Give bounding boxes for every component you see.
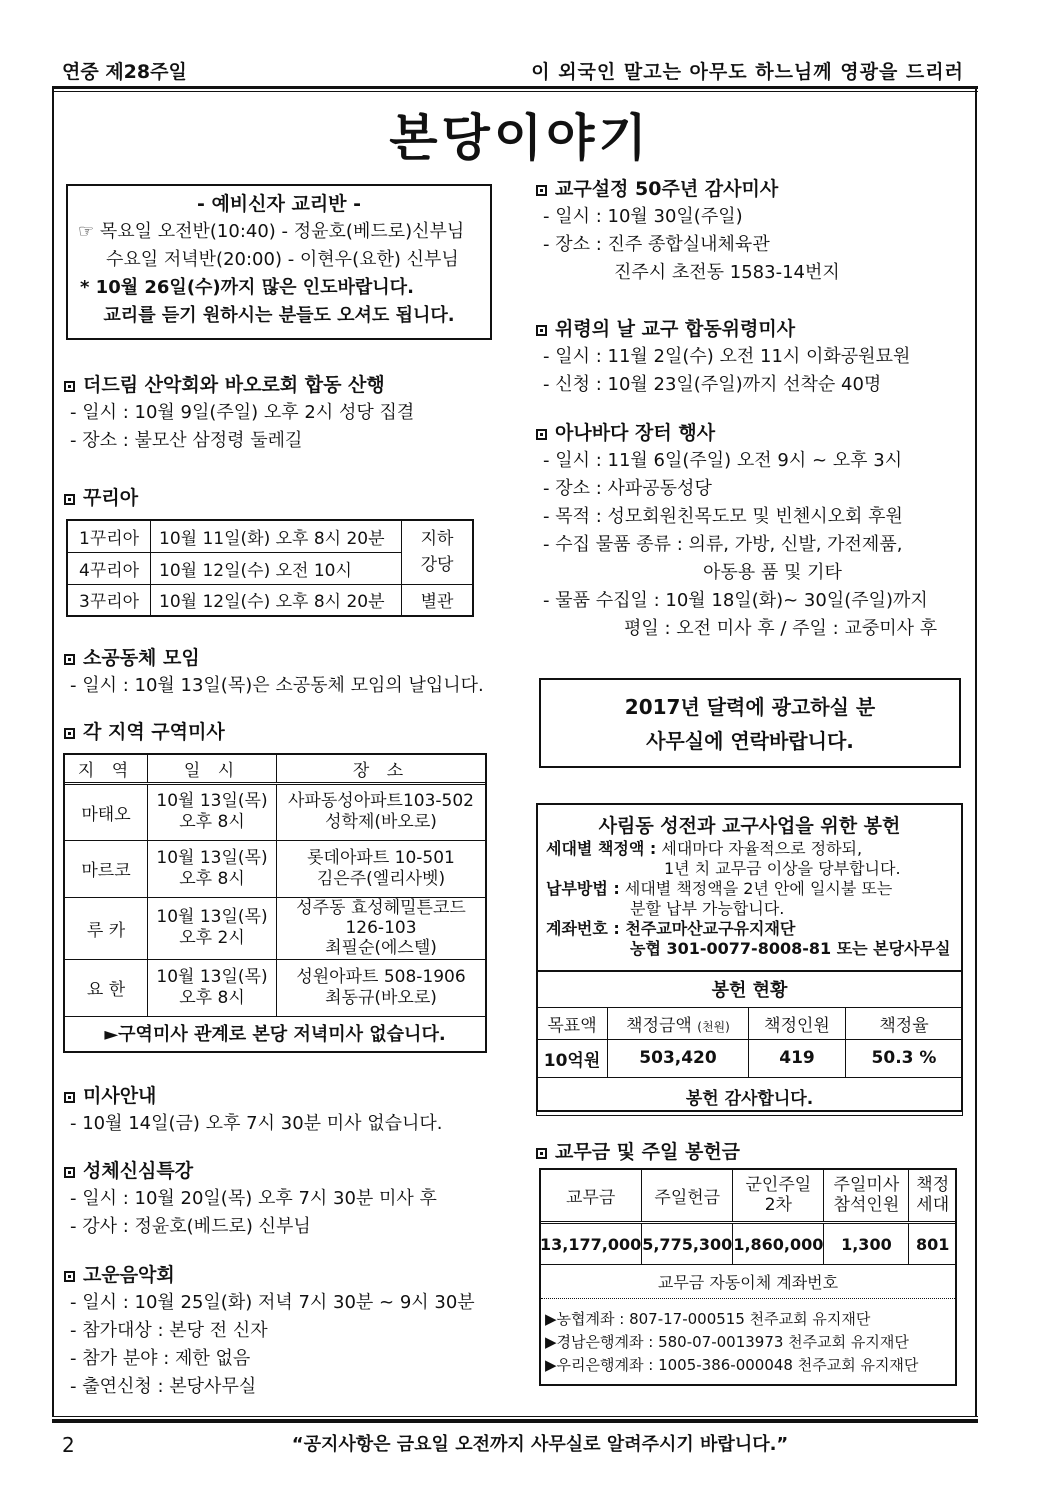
footer-rule bbox=[52, 1419, 978, 1423]
community-line1: - 일시 : 10월 13일(목)은 소공동체 모임의 날입니다. bbox=[70, 675, 484, 696]
kkuria-name: 4꾸리아 bbox=[67, 552, 151, 584]
spirit-title: 성체신심특강 bbox=[83, 1160, 194, 1182]
market-line1: - 일시 : 11월 6일(주일) 오전 9시 ~ 오후 3시 bbox=[543, 450, 903, 471]
catechumen-title: - 예비신자 교리반 - bbox=[196, 193, 362, 215]
spirit-line1: - 일시 : 10월 20일(목) 오후 7시 30분 미사 후 bbox=[70, 1188, 437, 1209]
date-cell: 10월 13일(목) 오후 8시 bbox=[148, 959, 277, 1016]
community-title: 소공동체 모임 bbox=[83, 647, 200, 669]
offering-line1: 세대별 책정액 : 세대마다 자율적으로 정하되, bbox=[546, 839, 863, 858]
concert-line3: - 참가 분야 : 제한 없음 bbox=[70, 1348, 251, 1369]
offering-people: 419 bbox=[749, 1039, 846, 1077]
column-header: 장 소 bbox=[277, 755, 486, 783]
header-right: 이 외국인 말고는 아무도 하느님께 영광을 드리러 bbox=[531, 61, 964, 83]
column-header: 주일헌금 bbox=[642, 1169, 733, 1223]
concert-heading bbox=[64, 1261, 175, 1289]
place-cell: 사파동성아파트103-502 성학제(바오로) bbox=[277, 783, 486, 840]
market-line7: 평일 : 오전 미사 후 / 주일 : 교중미사 후 bbox=[624, 618, 938, 639]
offering-title: 사림동 성전과 교구사업을 위한 봉헌 bbox=[598, 815, 901, 837]
offering-line5: 계좌번호 : 천주교마산교구유지재단 bbox=[546, 919, 796, 938]
table-row bbox=[67, 584, 473, 616]
kkuria-time: 10월 11일(화) 오후 8시 20분 bbox=[151, 520, 402, 552]
spirit-heading bbox=[64, 1157, 193, 1185]
column-header: 군인주일 2차 bbox=[733, 1169, 824, 1223]
offering-amount: 503,420 bbox=[608, 1039, 749, 1077]
table-row bbox=[65, 783, 485, 840]
square-bullet-icon bbox=[536, 185, 547, 196]
offering-line3: 납부방법 : 세대별 책정액을 2년 안에 일시불 또는 bbox=[546, 879, 893, 898]
footer-rule-thin bbox=[52, 1416, 978, 1417]
catechumen-line2: 수요일 저녁반(20:00) - 이현우(요한) 신부님 bbox=[106, 249, 459, 270]
header-rule-thin bbox=[52, 91, 978, 92]
offering-rate: 50.3 % bbox=[846, 1039, 963, 1077]
frame-left bbox=[52, 89, 54, 1417]
column-header: 지 역 bbox=[65, 755, 148, 783]
region-cell: 요 한 bbox=[65, 959, 148, 1016]
offering-status-title: 봉헌 현황 bbox=[537, 971, 963, 1007]
dues-account-1: ▶농협계좌 : 807-17-000515 천주교회 유지재단 bbox=[545, 1310, 871, 1328]
table-row bbox=[67, 520, 473, 552]
square-bullet-icon bbox=[64, 1092, 75, 1103]
kkuria-place-annex: 별관 bbox=[402, 584, 474, 616]
region-mass-note: ►구역미사 관계로 본당 저녁미사 없습니다. bbox=[65, 1016, 485, 1050]
table-row bbox=[540, 1223, 957, 1265]
spirit-line2: - 강사 : 정윤호(베드로) 신부님 bbox=[70, 1216, 311, 1237]
offering-target: 10억원 bbox=[537, 1039, 608, 1077]
catechumen-line4: 교리를 듣기 원하시는 분들도 오셔도 됩니다. bbox=[103, 305, 455, 326]
offering-thanks: 봉헌 감사합니다. bbox=[537, 1077, 963, 1115]
memorial-line2: - 신청 : 10월 23일(주일)까지 선착순 40명 bbox=[543, 374, 882, 395]
catechumen-line1: ☞ 목요일 오전반(10:40) - 정윤호(베드로)신부님 bbox=[78, 221, 465, 242]
memorial-heading bbox=[536, 315, 795, 343]
header-rule bbox=[52, 86, 978, 89]
calendar-ad-box bbox=[539, 678, 961, 768]
kkuria-time: 10월 12일(수) 오전 10시 bbox=[151, 552, 402, 584]
anniversary-line1: - 일시 : 10월 30일(주일) bbox=[543, 206, 743, 227]
table-row bbox=[65, 959, 485, 1016]
column-header: 책정금액 (천원) bbox=[608, 1007, 749, 1039]
anniversary-line2: - 장소 : 진주 종합실내체육관 bbox=[543, 234, 770, 255]
dues-value: 801 bbox=[909, 1223, 957, 1265]
table-row bbox=[540, 1169, 957, 1223]
market-line3: - 목적 : 성모회원친목도모 및 빈첸시오회 후원 bbox=[543, 506, 903, 527]
offering-box bbox=[536, 803, 963, 1112]
date-cell: 10월 13일(목) 오후 2시 bbox=[148, 897, 277, 959]
table-row bbox=[537, 1007, 963, 1039]
hiking-title: 더드림 산악회와 바오로회 합동 산행 bbox=[83, 374, 385, 396]
region-cell: 마르코 bbox=[65, 840, 148, 897]
dues-table bbox=[539, 1168, 957, 1265]
offering-line2: 1년 치 교무금 이상을 당부합니다. bbox=[664, 859, 901, 878]
offering-line6: 농협 301-0077-8008-81 또는 본당사무실 bbox=[630, 939, 951, 958]
anniversary-title: 교구설정 50주년 감사미사 bbox=[555, 178, 779, 200]
dues-title: 교무금 및 주일 봉헌금 bbox=[555, 1141, 741, 1163]
mass-info-heading bbox=[64, 1082, 156, 1110]
anniversary-heading bbox=[536, 175, 778, 203]
concert-line1: - 일시 : 10월 25일(화) 저녁 7시 30분 ~ 9시 30분 bbox=[70, 1292, 475, 1313]
column-header: 목표액 bbox=[537, 1007, 608, 1039]
page-number: 2 bbox=[62, 1433, 75, 1457]
market-line4: - 수집 물품 종류 : 의류, 가방, 신발, 가전제품, bbox=[543, 534, 903, 555]
dues-account-title: 교무금 자동이체 계좌번호 bbox=[541, 1268, 955, 1299]
hiking-heading bbox=[64, 371, 385, 399]
kkuria-name: 3꾸리아 bbox=[67, 584, 151, 616]
place-cell: 롯데아파트 10-501 김은주(엘리사벳) bbox=[277, 840, 486, 897]
dues-account-3: ▶우리은행계좌 : 1005-386-000048 천주교회 유지재단 bbox=[545, 1356, 919, 1374]
concert-line2: - 참가대상 : 본당 전 신자 bbox=[70, 1320, 268, 1341]
kkuria-title: 꾸리아 bbox=[83, 487, 139, 509]
calendar-ad-line2: 사무실에 연락바랍니다. bbox=[646, 729, 854, 753]
kkuria-heading bbox=[64, 484, 138, 512]
column-header: 책정 세대 bbox=[909, 1169, 957, 1223]
kkuria-name: 1꾸리아 bbox=[67, 520, 151, 552]
frame-right bbox=[975, 89, 977, 1417]
square-bullet-icon bbox=[64, 381, 75, 392]
square-bullet-icon bbox=[64, 654, 75, 665]
offering-line4: 분할 납부 가능합니다. bbox=[630, 899, 785, 918]
calendar-ad-line1: 2017년 달력에 광고하실 분 bbox=[624, 695, 876, 719]
community-heading bbox=[64, 644, 200, 672]
place-cell: 성주동 효성헤밀튼코드 126-103 최필순(에스텔) bbox=[277, 897, 486, 959]
table-row bbox=[537, 971, 963, 1007]
memorial-line1: - 일시 : 11월 2일(수) 오전 11시 이화공원묘원 bbox=[543, 346, 911, 367]
kkuria-table bbox=[66, 519, 474, 617]
region-cell: 루 카 bbox=[65, 897, 148, 959]
market-line6: - 물품 수집일 : 10월 18일(화)~ 30일(주일)까지 bbox=[543, 590, 928, 611]
column-header: 교무금 bbox=[540, 1169, 642, 1223]
footer-notice: “공지사항은 금요일 오전까지 사무실로 알려주시기 바랍니다.” bbox=[291, 1434, 789, 1455]
square-bullet-icon bbox=[536, 1148, 547, 1159]
market-heading bbox=[536, 419, 715, 447]
concert-title: 고운음악회 bbox=[83, 1264, 175, 1286]
table-row bbox=[65, 897, 485, 959]
square-bullet-icon bbox=[64, 1271, 75, 1282]
hiking-line1: - 일시 : 10월 9일(주일) 오후 2시 성당 집결 bbox=[70, 402, 415, 423]
kkuria-time: 10월 12일(수) 오후 8시 20분 bbox=[151, 584, 402, 616]
memorial-title: 위령의 날 교구 합동위령미사 bbox=[555, 318, 796, 340]
square-bullet-icon bbox=[64, 728, 75, 739]
dues-value: 1,300 bbox=[824, 1223, 909, 1265]
dues-account-2: ▶경남은행계좌 : 580-07-0013973 천주교회 유지재단 bbox=[545, 1333, 909, 1351]
region-mass-table bbox=[65, 755, 485, 1050]
anniversary-line3: 진주시 초전동 1583-14번지 bbox=[614, 262, 840, 283]
column-header: 책정율 bbox=[846, 1007, 963, 1039]
catechumen-box bbox=[66, 184, 492, 340]
page-title: 본당이야기 bbox=[389, 109, 651, 167]
hiking-line2: - 장소 : 불모산 삼정령 둘레길 bbox=[70, 430, 303, 451]
concert-line4: - 출연신청 : 본당사무실 bbox=[70, 1376, 257, 1397]
region-mass-box bbox=[63, 753, 487, 1053]
mass-info-line1: - 10월 14일(금) 오후 7시 30분 미사 없습니다. bbox=[70, 1113, 443, 1134]
region-mass-heading bbox=[64, 718, 225, 746]
square-bullet-icon bbox=[536, 429, 547, 440]
header-left: 연중 제28주일 bbox=[62, 61, 187, 83]
square-bullet-icon bbox=[536, 325, 547, 336]
market-line5: 아동용 품 및 기타 bbox=[703, 562, 842, 583]
table-row bbox=[65, 755, 485, 783]
table-row bbox=[65, 1016, 485, 1050]
table-row bbox=[537, 1077, 963, 1115]
market-title: 아나바다 장터 행사 bbox=[555, 422, 716, 444]
dues-value: 13,177,000 bbox=[540, 1223, 642, 1265]
region-mass-title: 각 지역 구역미사 bbox=[83, 721, 225, 743]
dues-value: 1,860,000 bbox=[733, 1223, 824, 1265]
market-line2: - 장소 : 사파공동성당 bbox=[543, 478, 712, 499]
catechumen-line3: * 10월 26일(수)까지 많은 인도바랍니다. bbox=[80, 277, 414, 298]
square-bullet-icon bbox=[64, 1167, 75, 1178]
table-row bbox=[65, 840, 485, 897]
table-row bbox=[537, 1039, 963, 1077]
offering-status-table bbox=[536, 970, 963, 1116]
date-cell: 10월 13일(목) 오후 8시 bbox=[148, 840, 277, 897]
place-cell: 성원아파트 508-1906 최동규(바오로) bbox=[277, 959, 486, 1016]
dues-box bbox=[539, 1168, 957, 1386]
column-header: 일 시 bbox=[148, 755, 277, 783]
dues-heading bbox=[536, 1138, 740, 1166]
date-cell: 10월 13일(목) 오후 8시 bbox=[148, 783, 277, 840]
mass-info-title: 미사안내 bbox=[83, 1085, 157, 1107]
kkuria-place-underground: 지하 강당 bbox=[402, 520, 474, 584]
column-header: 책정인원 bbox=[749, 1007, 846, 1039]
region-cell: 마태오 bbox=[65, 783, 148, 840]
column-header: 주일미사 참석인원 bbox=[824, 1169, 909, 1223]
dues-value: 5,775,300 bbox=[642, 1223, 733, 1265]
square-bullet-icon bbox=[64, 494, 75, 505]
